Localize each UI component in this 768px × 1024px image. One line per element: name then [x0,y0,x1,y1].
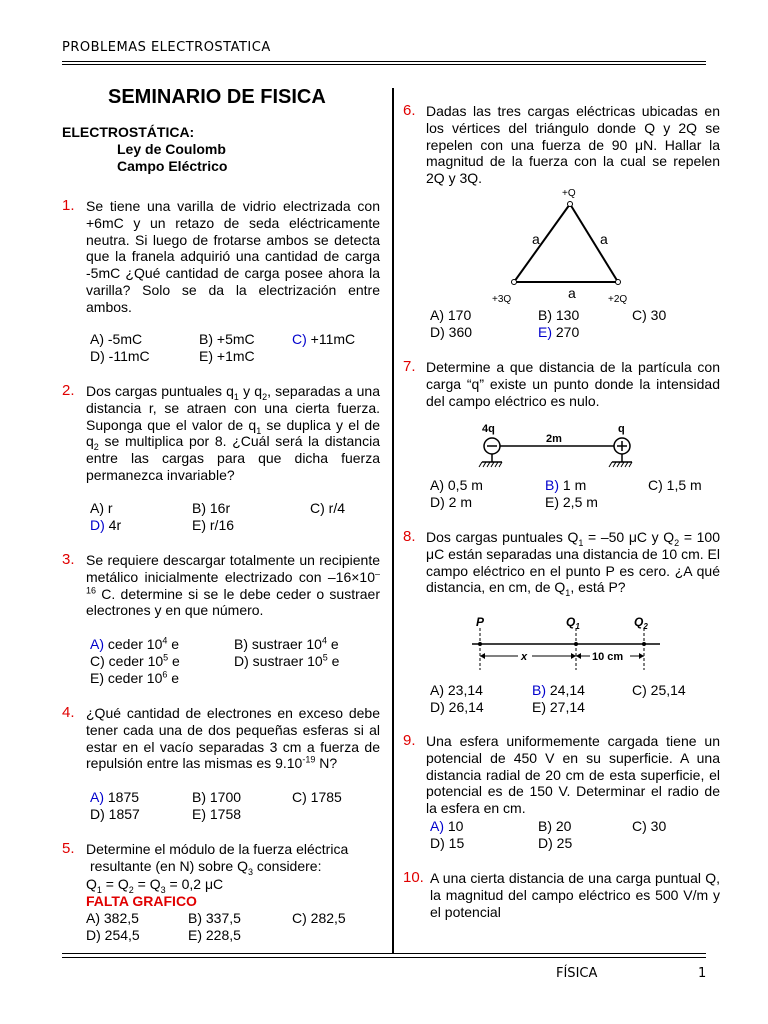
option-e: E) +1mC [199,348,255,364]
option-d: D) 254,5 [86,927,140,943]
option-b-answer: B) 24,14 [532,682,585,698]
problem-6-text: Dadas las tres cargas eléctricas ubicadas en los vértices del triángulo donde Q y 2Q se repelen con una fuerza de 90 μN. Hallar la magnitud de la fuerza con la cual se repelen 2Q y 3Q. [426,103,720,187]
option-e: E) 1758 [192,806,242,822]
option-c: C) ceder $10^5$ e [90,652,180,669]
option-c: C) 30 [632,307,667,323]
option-b-answer: B) 1 m [545,477,587,493]
option-d: D) 15 [430,835,465,851]
option-d: D) sustraer $10^5$ e [234,652,340,669]
option-a-answer: A) 10 [430,818,464,834]
side-label: a [600,231,608,247]
option-c: C) r/4 [310,500,345,516]
problem-4-text: ¿Qué cantidad de electrones en exceso debe tener cada una de dos pequeñas esferas si al estar en el vacío separadas 3 cm a fuerza de repulsión entre las mismas es $9.10^{-19}$ N? [86,705,380,772]
document-title: SEMINARIO DE FISICA [108,86,326,108]
label-x: x [521,651,528,663]
option-b: B) 337,5 [188,910,241,926]
option-e: E) r/16 [192,517,235,533]
option-d: D) 360 [430,324,473,340]
problem-5-line1: Determine el módulo de la fuerza eléctrica [86,841,349,857]
charges-figure [476,420,636,472]
side-label: a [532,231,540,247]
charge-left [512,280,517,285]
option-b: B) 20 [538,818,572,834]
label-q1: $Q_1$ [566,615,580,631]
option-b: B) 16r [192,500,231,516]
option-a: A) 382,5 [86,910,139,926]
option-e: E) 228,5 [188,927,241,943]
option-c: C) 1,5 m [648,477,702,493]
topic-coulomb: Ley de Coulomb [117,141,226,157]
header-rule [62,61,706,62]
option-c: C) 282,5 [292,910,346,926]
charge-top [568,202,573,207]
option-c-answer: C) +11mC [292,331,356,347]
label-q2: $Q_2$ [634,615,648,631]
problem-number: 10. [403,869,424,886]
option-d-answer: D) 4r [90,517,122,533]
option-e: E) 27,14 [532,699,585,715]
label-p: P [476,615,485,629]
problem-number: 9. [403,732,416,749]
problem-number: 6. [403,102,416,119]
problem-number: 1. [62,197,75,214]
problem-10-text: A una cierta distancia de una carga puntual Q, la magnitud del campo eléctrico es 500 V/m y el potencial [430,870,720,920]
option-a: A) 0,5 m [430,477,483,493]
problem-5-values: $Q_1 = Q_2 = Q_3 = 0,2$ μC [86,876,224,895]
option-d: D) 2 m [430,494,472,510]
triangle-figure [486,184,646,306]
option-d: D) -11mC [90,348,150,364]
problem-2-text: Dos cargas puntuales $q_1$ y $q_2$, separadas a una distancia r, se atraen con una cierta fuerza. Suponga que el valor de $q_1$ se duplica y el de $q_2$ se multiplica por 8. ¿Cuál será la distancia entre las cargas para que dicha fuerza permanezca invariable? [86,383,380,483]
problem-7-text: Determine a que distancia de la partícula con carga “q” existe un punto donde la intensidad del campo eléctrico es nulo. [426,359,720,409]
option-b: B) 1700 [192,789,242,805]
label-top: +Q [562,188,576,199]
option-b: B) +5mC [199,331,255,347]
problem-number: 5. [62,840,75,857]
charge-right [616,280,621,285]
problem-1-text: Se tiene una varilla de vidrio electrizada con +6mC y un retazo de seda eléctricamente neutra. Si luego de frotarse ambos se detecta que la franela adquirió una cantidad de carga -5mC ¿Qué cantidad de carga posee ahora la varilla? Solo se da la electrización entre ambos. [86,198,380,315]
page-number: 1 [698,966,707,981]
option-a: A) r [90,500,113,516]
column-divider [392,88,394,954]
distance-figure [468,614,664,676]
header-rule [62,64,706,65]
option-c: C) 1785 [292,789,342,805]
footer-rule [62,953,706,954]
option-d: D) 26,14 [430,699,484,715]
label-10cm: 10 cm [592,651,624,663]
option-d: D) 1857 [90,806,140,822]
ground-hatch [479,462,632,467]
missing-figure-note: FALTA GRAFICO [86,893,197,909]
section-heading: ELECTROSTÁTICA: [62,124,195,140]
option-a: A) 23,14 [430,682,483,698]
option-a: A) -5mC [90,331,143,347]
problem-9-text: Una esfera uniformemente cargada tiene un potencial de 450 V en su superficie. A una distancia radial de 20 cm de esta superficie, el potencial es de 150 V. Determinar el radio de la esfera en cm. [426,733,720,817]
option-c: C) 30 [632,818,667,834]
topic-field: Campo Eléctrico [117,158,228,174]
label-right: +2Q [608,294,628,305]
triangle-side-right [570,204,618,282]
label-4q: 4q [482,423,495,435]
option-a-answer: A) ceder $10^4$ e [90,635,180,652]
footer-rule [62,957,706,958]
problem-3-text: Se requiere descargar totalmente un recipiente metálico inicialmente electrizado con $-16\times 10^{-16}$ C. determine si se le debe ceder o sustraer electrones y en que número. [86,552,380,619]
label-left: +3Q [492,294,512,305]
problem-number: 7. [403,358,416,375]
problem-8-text: Dos cargas puntuales $Q_1 = -50$ μC y $Q_2 = 100$ μC están separadas una distancia de 10 cm. El campo eléctrico en el punto P es cero. ¿A qué distancia, en cm, de $Q_1$, está P? [426,529,720,599]
label-q: q [618,423,625,435]
option-e: D) 25 [538,835,573,851]
label-distance: 2m [546,433,562,445]
problem-5-line2: resultante (en N) sobre $Q_3$ considere: [90,858,322,877]
problem-number: 4. [62,704,75,721]
triangle-side-left [514,204,570,282]
option-e-answer: E) 270 [538,324,580,340]
option-a-answer: A) 1875 [90,789,140,805]
option-e: E) 2,5 m [545,494,598,510]
footer-subject: FÍSICA [556,966,598,981]
option-b: B) 130 [538,307,580,323]
problem-number: 2. [62,382,75,399]
option-c: C) 25,14 [632,682,686,698]
option-a: A) 170 [430,307,472,323]
problem-number: 8. [403,528,416,545]
problem-number: 3. [62,551,75,568]
running-header: PROBLEMAS ELECTROSTATICA [62,40,271,55]
option-e: E) ceder $10^6$ e [90,669,180,686]
option-b: B) sustraer $10^4$ e [234,635,339,652]
side-label: a [568,285,576,301]
